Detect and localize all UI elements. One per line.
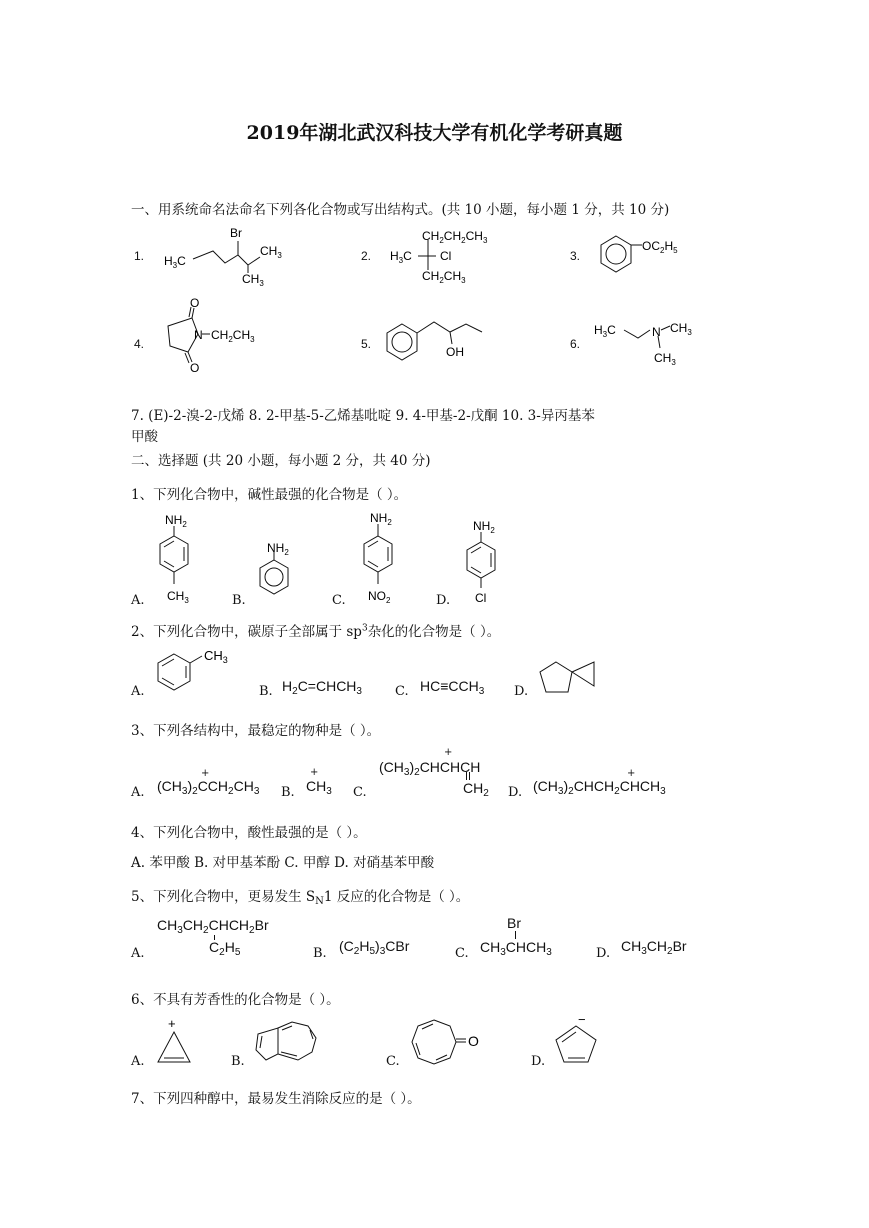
page-title: 2019年湖北武汉科技大学有机化学考研真题 bbox=[246, 122, 623, 144]
svg-text:O: O bbox=[190, 296, 200, 310]
choice-q3-text: 3、下列各结构中，最稳定的物种是（ ）。 bbox=[131, 723, 381, 739]
q1-structure-d bbox=[455, 516, 515, 608]
svg-text:CH2CH2CH3: $CH_2CH_2CH_3$ bbox=[422, 229, 488, 245]
q3-b-charge: + bbox=[310, 767, 319, 778]
svg-text:CH3: $CH_3$ bbox=[242, 272, 264, 287]
q2-structure-d-spiro bbox=[536, 656, 606, 702]
q2-formula-c: $HC\equiv CCH_3$ bbox=[420, 678, 485, 697]
svg-text:CH3: $CH_3$ bbox=[670, 321, 692, 337]
svg-text:CH3: $CH_3$ bbox=[654, 351, 676, 367]
q3-formula-c-top: $(CH_3)_2CHCHCH$ bbox=[379, 759, 481, 778]
q5-number: 5. bbox=[361, 337, 372, 351]
svg-text:N: N bbox=[194, 328, 203, 342]
q5-option-d: D. bbox=[596, 946, 611, 961]
q1-option-b: B. bbox=[232, 593, 246, 608]
q3-formula-b: $CH_3$ bbox=[306, 778, 332, 797]
q2-structure-a-toluene bbox=[152, 644, 242, 698]
svg-text:Cl: Cl bbox=[440, 249, 452, 263]
choice-q4-text: 4、下列化合物中，酸性最强的是（ ）。 bbox=[131, 825, 367, 841]
svg-text:NH2: $NH_2$ bbox=[165, 513, 187, 529]
q1-structure-a bbox=[150, 508, 210, 608]
structure-5 bbox=[384, 316, 494, 366]
q5-c-br: Br bbox=[507, 915, 521, 931]
choice-q2-text: 2、下列化合物中，碳原子全部属于 $sp^3$杂化的化合物是（ ）。 bbox=[131, 623, 501, 640]
q5-option-c: C. bbox=[455, 946, 469, 961]
q4-options: A. 苯甲酸 B. 对甲基苯酚 C. 甲醇 D. 对硝基苯甲酸 bbox=[131, 855, 435, 871]
q5-option-b: B. bbox=[313, 946, 327, 961]
structure-4 bbox=[158, 296, 268, 374]
svg-text:OH: OH bbox=[446, 345, 464, 359]
q5-c-bond bbox=[515, 931, 517, 939]
q6-structure-d-cyclopentadienyl bbox=[552, 1012, 612, 1066]
q5-formula-d: $CH_3CH_2Br$ bbox=[621, 938, 687, 957]
structure-3 bbox=[596, 228, 696, 278]
q5-option-a: A. bbox=[131, 946, 145, 961]
svg-text:N: N bbox=[652, 325, 661, 339]
q5-formula-c: $CH_3CHCH_3$ bbox=[480, 939, 552, 958]
q3-formula-c-bottom: $CH_2$ bbox=[463, 780, 489, 799]
choice-q5-text: 5、下列化合物中，更易发生 $S_N1$ 反应的化合物是（ ）。 bbox=[131, 889, 470, 907]
svg-text:CH2CH3: $CH_2CH_3$ bbox=[422, 269, 466, 284]
q2-formula-b: $H_2C=CHCH_3$ bbox=[282, 678, 362, 697]
svg-text:NH2: $NH_2$ bbox=[267, 541, 289, 557]
q3-option-a: A. bbox=[131, 785, 145, 800]
q3-option-c: C. bbox=[353, 785, 367, 800]
choice-q1-text: 1、下列化合物中，碱性最强的化合物是（ ）。 bbox=[131, 487, 408, 503]
q7-10-line2: 甲酸 bbox=[131, 429, 158, 445]
choice-q7-text: 7、下列四种醇中，最易发生消除反应的是（ ）。 bbox=[131, 1091, 421, 1107]
q3-c-double-bond-1 bbox=[466, 772, 468, 780]
svg-text:O: O bbox=[190, 361, 200, 374]
q3-c-charge: + bbox=[444, 747, 453, 758]
q1-structure-b bbox=[254, 538, 304, 608]
structure-2 bbox=[388, 226, 508, 284]
q5-formula-a-bottom: $C_2H_5$ bbox=[209, 939, 241, 958]
svg-text:H3C: $H_3C$ bbox=[594, 323, 616, 339]
q2-option-a: A. bbox=[131, 684, 145, 699]
q2-option-d: D. bbox=[514, 684, 529, 699]
svg-text:H3C: $H_3C$ bbox=[390, 249, 412, 265]
svg-text:+: + bbox=[168, 1016, 176, 1031]
q6-option-c: C. bbox=[386, 1054, 400, 1069]
q1-option-a: A. bbox=[131, 593, 145, 608]
q3-option-d: D. bbox=[508, 785, 523, 800]
q6-structure-c-tropone bbox=[406, 1014, 486, 1070]
svg-text:O: O bbox=[468, 1033, 479, 1049]
section2-heading: 二、选择题 (共 20 小题，每小题 2 分，共 40 分) bbox=[131, 453, 431, 469]
choice-q6-text: 6、不具有芳香性的化合物是（ ）。 bbox=[131, 992, 340, 1008]
q5-formula-a-top: $CH_3CH_2CHCH_2Br$ bbox=[157, 917, 269, 936]
q1-structure-c bbox=[352, 506, 412, 608]
structure-6 bbox=[592, 318, 702, 370]
svg-text:CH3: $CH_3$ bbox=[260, 244, 282, 260]
svg-text:OC2H5: $OC_2H_5$ bbox=[642, 239, 678, 255]
q6-option-b: B. bbox=[231, 1054, 245, 1069]
svg-text:−: − bbox=[578, 1012, 586, 1027]
q2-option-c: C. bbox=[395, 684, 409, 699]
q3-formula-a: $(CH_3)_2CCH_2CH_3$ bbox=[157, 778, 260, 797]
q2-option-b: B. bbox=[259, 684, 273, 699]
q6-structure-a-cyclopropenyl bbox=[152, 1016, 202, 1068]
svg-text:NO2: $NO_2$ bbox=[368, 589, 391, 605]
q4-number: 4. bbox=[134, 337, 145, 351]
svg-text:CH2CH3: $CH_2CH_3$ bbox=[211, 328, 255, 344]
q3-c-double-bond-2 bbox=[469, 772, 471, 780]
br-label: Br bbox=[230, 226, 242, 240]
q5-formula-b: $(C_2H_5)_3CBr$ bbox=[339, 938, 410, 957]
svg-text:NH2: $NH_2$ bbox=[370, 511, 392, 527]
svg-text:Cl: Cl bbox=[475, 591, 487, 605]
q3-d-charge: + bbox=[627, 768, 636, 779]
q1-option-c: C. bbox=[332, 593, 346, 608]
q6-number: 6. bbox=[570, 337, 581, 351]
q6-structure-b-azulene bbox=[252, 1016, 322, 1066]
svg-text:CH3: $CH_3$ bbox=[167, 589, 189, 605]
q3-a-charge: + bbox=[201, 768, 210, 779]
svg-text:H3C: $H_3C$ bbox=[164, 254, 186, 270]
svg-text:CH3: $CH_3$ bbox=[204, 648, 228, 665]
svg-text:NH2: $NH_2$ bbox=[473, 519, 495, 535]
q6-option-d: D. bbox=[531, 1054, 546, 1069]
q3-option-b: B. bbox=[281, 785, 295, 800]
q2-number: 2. bbox=[361, 249, 372, 263]
q3-number: 3. bbox=[570, 249, 581, 263]
q6-option-a: A. bbox=[131, 1054, 145, 1069]
q7-10-line1: 7. (E)-2-溴-2-戊烯 8. 2-甲基-5-乙烯基吡啶 9. 4-甲基-2-戊酮 10. 3-异丙基苯 bbox=[131, 408, 595, 424]
section1-heading: 一、用系统命名法命名下列各化合物或写出结构式。(共 10 小题，每小题 1 分，共 10 分) bbox=[131, 202, 670, 218]
q1-option-d: D. bbox=[436, 593, 451, 608]
q1-number: 1. bbox=[134, 249, 145, 263]
structure-1 bbox=[160, 225, 290, 287]
q3-formula-d: $(CH_3)_2CHCH_2CHCH_3$ bbox=[533, 778, 666, 797]
